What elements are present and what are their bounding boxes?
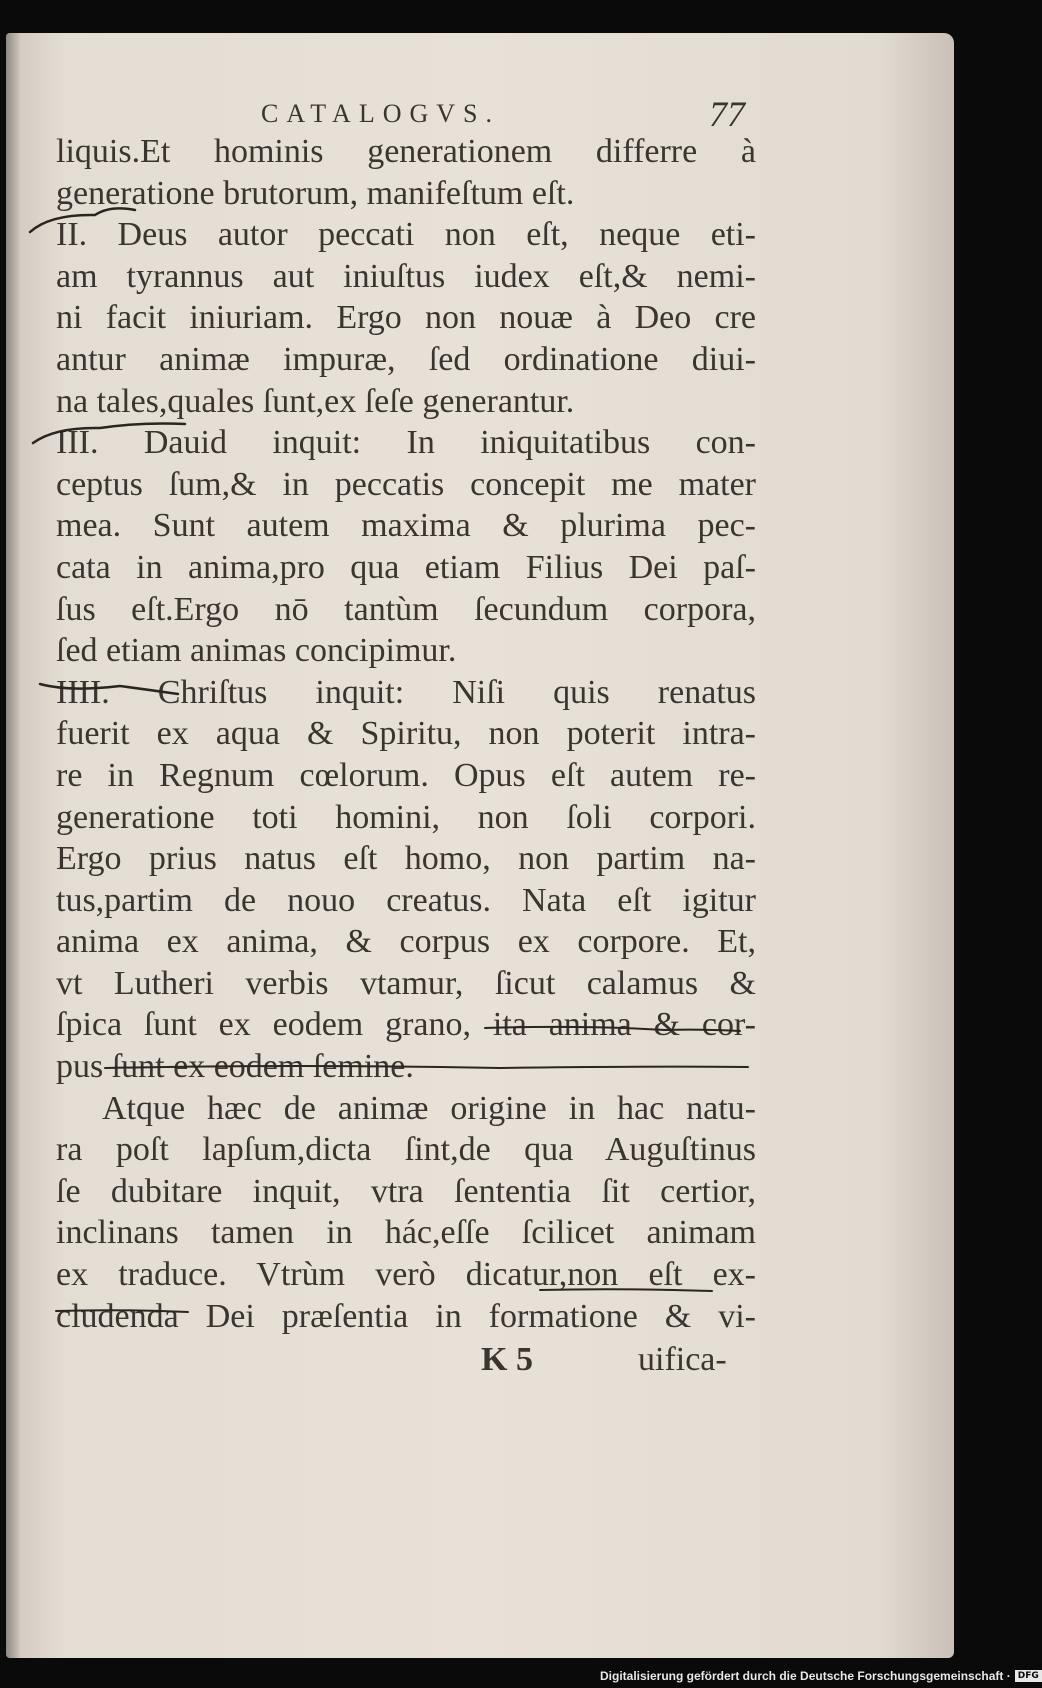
text-line: ſus eſt.Ergo nō tantùm ſecundum corpora, <box>56 590 756 628</box>
text-line: II. Deus autor peccati non eſt, neque eti- <box>56 216 756 254</box>
text-line: vt Lutheri verbis vtamur, ſicut calamus & <box>56 964 756 1002</box>
text-block <box>56 93 756 1387</box>
text-line: ſed etiam animas concipimur. <box>56 632 457 670</box>
text-line: III. Dauid inquit: In iniquitatibus con- <box>56 424 756 462</box>
text-line: ra poſt lapſum,dicta ſint,de qua Auguſtinus <box>56 1131 756 1169</box>
page-gutter-shadow <box>6 33 20 1658</box>
text-line: anima ex anima, & corpus ex corpore. Et, <box>56 923 756 961</box>
text-line: liquis.Et hominis generationem differre à <box>56 133 756 170</box>
dfg-logo-icon: DFG <box>1015 1670 1042 1682</box>
text-line: mea. Sunt autem maxima & plurima pec- <box>56 507 756 545</box>
text-line: IIII. Chriſtus inquit: Niſi quis renatus <box>56 673 756 711</box>
text-line: ni facit iniuriam. Ergo non nouæ à Deo cre <box>56 299 756 337</box>
text-line: generatione brutorum, manifeſtum eſt. <box>56 174 575 212</box>
text-line: ceptus ſum,& in peccatis concepit me mater <box>56 465 756 503</box>
text-line: fuerit ex aqua & Spiritu, non poterit intra- <box>56 715 756 753</box>
text-line: tus,partim de nouo creatus. Nata eſt igitur <box>56 881 756 919</box>
text-line: ex traduce. Vtrùm verò dicatur,non eſt ex- <box>56 1256 756 1294</box>
book-page <box>6 33 954 1658</box>
catchword: uifica- <box>638 1341 727 1379</box>
running-head: CATALOGVS. <box>261 99 500 128</box>
text-line: re in Regnum cœlorum. Opus eſt autem re- <box>56 756 756 794</box>
page-number: 77 <box>709 94 745 134</box>
text-line: Ergo prius natus eſt homo, non partim na- <box>56 840 756 878</box>
text-line: Atque hæc de animæ origine in hac natu- <box>102 1089 756 1127</box>
text-line: inclinans tamen in hác,eſſe ſcilicet animam <box>56 1214 756 1252</box>
text-line: pus ſunt ex eodem ſemine. <box>56 1048 414 1086</box>
credit-text: Digitalisierung gefördert durch die Deutsche Forschungsgemeinschaft · <box>600 1669 1011 1683</box>
text-line: am tyrannus aut iniuſtus iudex eſt,& nemi- <box>56 257 756 295</box>
text-line: ſe dubitare inquit, vtra ſententia ſit certior, <box>56 1172 756 1210</box>
page-header <box>56 93 756 134</box>
text-line: cludenda Dei præſentia in formatione & vi- <box>56 1297 756 1335</box>
text-line: cata in anima,pro qua etiam Filius Dei paſ- <box>56 548 756 586</box>
text-line: ſpica ſunt ex eodem grano, ita anima & cor- <box>56 1006 756 1044</box>
text-line: na tales,quales ſunt,ex ſeſe generantur. <box>56 382 575 420</box>
text-line: generatione toti homini, non ſoli corpori. <box>56 798 756 836</box>
page-footer <box>56 1341 756 1387</box>
digitization-credit <box>600 1666 1039 1686</box>
text-line: antur animæ impuræ, ſed ordinatione diui- <box>56 340 756 378</box>
signature-mark: K 5 <box>481 1341 533 1379</box>
